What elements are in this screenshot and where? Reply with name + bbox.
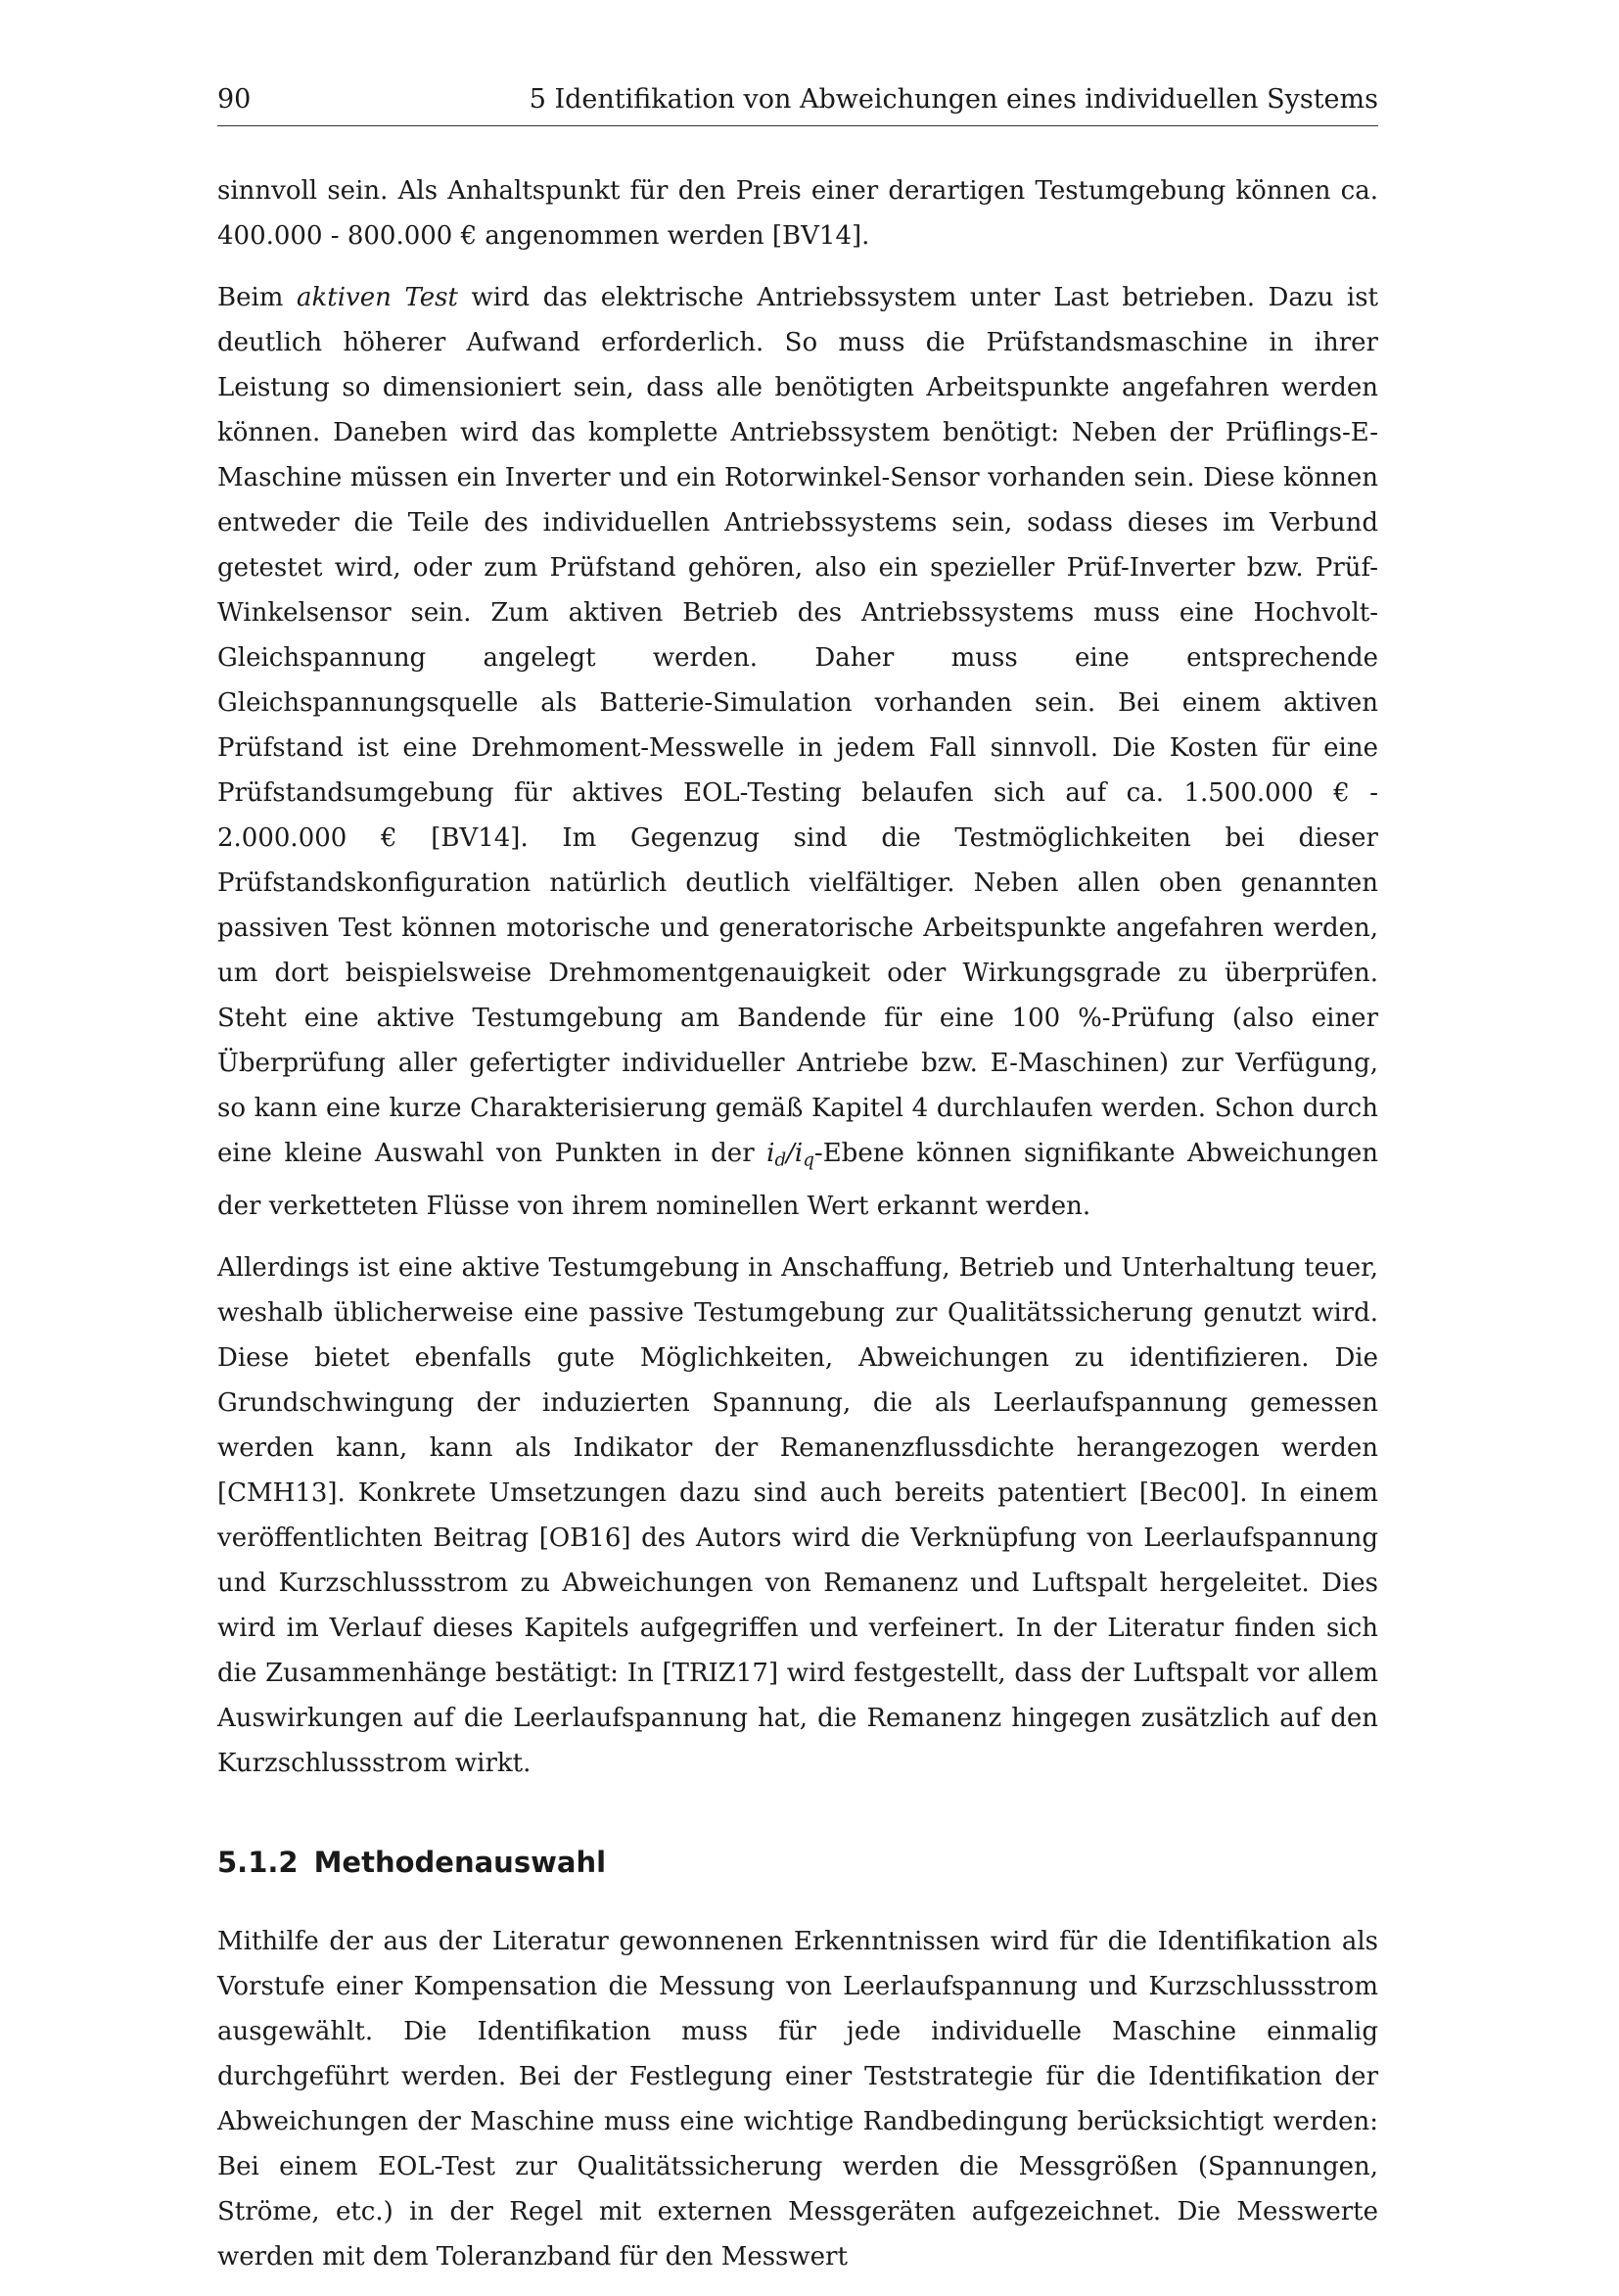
- math-subscript-d: d: [774, 1149, 787, 1171]
- math-subscript-q: q: [803, 1149, 814, 1171]
- running-title: 5 Identifikation von Abweichungen eines individuellen Systems: [529, 84, 1378, 115]
- paragraph-2-text-b: -Ebene können signifikante Abweichungen der verketteten Flüsse von ihrem nominellen Wert erkannt werden.: [217, 1139, 1378, 1221]
- paragraph-2-intro: Beim: [217, 283, 298, 312]
- section-heading: [217, 1845, 1378, 1880]
- page-header: [217, 82, 1378, 126]
- section-number: 5.1.2: [217, 1845, 299, 1879]
- paragraph-1: sinnvoll sein. Als Anhaltspunkt für den Preis einer derartigen Testumgebung können ca. 400.000 - 800.000 € angenommen werden [BV14].: [217, 176, 1378, 251]
- math-id-iq: [766, 1139, 814, 1171]
- math-i-d: i: [766, 1139, 775, 1168]
- emphasis-aktiven-test: aktiven Test: [297, 283, 458, 312]
- section-paragraph-1: Mithilfe der aus der Literatur gewonnenen Erkenntnissen wird für die Identifikation als Vorstufe einer Kompensation die Messung von Leerlaufspannung und Kurzschlussstrom ausgewählt. Die Identifikation muss für jede individuelle Maschine einmalig durchgeführt werden. Bei der Festlegung einer Teststrategie für die Identifikation der Abweichungen der Maschine muss eine wichtige Randbedingung berücksichtigt werden: Bei einem EOL-Test zur Qualitätssicherung werden die Messgrößen (Spannungen, Ströme, etc.) in der Regel mit externen Messgeräten aufgezeichnet. Die Messwerte werden mit dem Toleranzband für den Messwert: [217, 1926, 1378, 2272]
- paragraph-2: [217, 275, 1378, 1229]
- paragraph-3: Allerdings ist eine aktive Testumgebung in Anschaffung, Betrieb und Unterhaltung teuer, weshalb üblicherweise eine passive Testumgebung zur Qualitätssicherung genutzt wird. Diese bietet ebenfalls gute Möglichkeiten, Abweichungen zu identifizieren. Die Grundschwingung der induzierten Spannung, die als Leerlaufspannung gemessen werden kann, kann als Indikator der Remanenzflussdichte herangezogen werden [CMH13]. Konkrete Umsetzungen dazu sind auch bereits patentiert [Bec00]. In einem veröffentlichten Beitrag [OB16] des Autors wird die Verknüpfung von Leerlaufspannung und Kurzschlussstrom zu Abweichungen von Remanenz und Luftspalt hergeleitet. Dies wird im Verlauf dieses Kapitels aufgegriffen und verfeinert. In der Literatur finden sich die Zusammenhänge bestätigt: In [TRIZ17] wird festgestellt, dass der Luftspalt vor allem Auswirkungen auf die Leerlaufspannung hat, die Remanenz hingegen zusätzlich auf den Kurzschlussstrom wirkt.: [217, 1252, 1378, 1778]
- page-number: 90: [217, 84, 252, 115]
- section-title: Methodenauswahl: [313, 1845, 607, 1879]
- body-text: [217, 168, 1378, 2296]
- math-slash: /: [786, 1139, 795, 1168]
- math-i-q: i: [794, 1139, 804, 1168]
- paragraph-2-text-a: wird das elektrische Antriebssystem unter Last betrieben. Dazu ist deutlich höherer Aufwand erforderlich. So muss die Prüfstandsmaschine in ihrer Leistung so dimensioniert sein, dass alle benötigten Arbeitspunkte angefahren werden können. Daneben wird das komplette Antriebssystem benötigt: Neben der Prüflings-E-Maschine müssen ein Inverter und ein Rotorwinkel-Sensor vorhanden sein. Diese können entweder die Teile des individuellen Antriebssystems sein, sodass dieses im Verbund getestet wird, oder zum Prüfstand gehören, also ein spezieller Prüf-Inverter bzw. Prüf-Winkelsensor sein. Zum aktiven Betrieb des Antriebssystems muss eine Hochvolt-Gleichspannung angelegt werden. Daher muss eine entsprechende Gleichspannungsquelle als Batterie-Simulation vorhanden sein. Bei einem aktiven Prüfstand ist eine Drehmoment-Messwelle in jedem Fall sinnvoll. Die Kosten für eine Prüfstandsumgebung für aktives EOL-Testing belaufen sich auf ca. 1.500.000 € - 2.000.000 € [BV14]. Im Gegenzug sind die Testmöglichkeiten bei dieser Prüfstandskonfiguration natürlich deutlich vielfältiger. Neben allen oben genannten passiven Test können motorische und generatorische Arbeitspunkte angefahren werden, um dort beispielsweise Drehmomentgenauigkeit oder Wirkungsgrade zu überprüfen. Steht eine aktive Testumgebung am Bandende für eine 100 %-Prüfung (also einer Überprüfung aller gefertigter individueller Antriebe bzw. E-Maschinen) zur Verfügung, so kann eine kurze Charakterisierung gemäß Kapitel 4 durchlaufen werden. Schon durch eine kleine Auswahl von Punkten in der: [217, 283, 1378, 1168]
